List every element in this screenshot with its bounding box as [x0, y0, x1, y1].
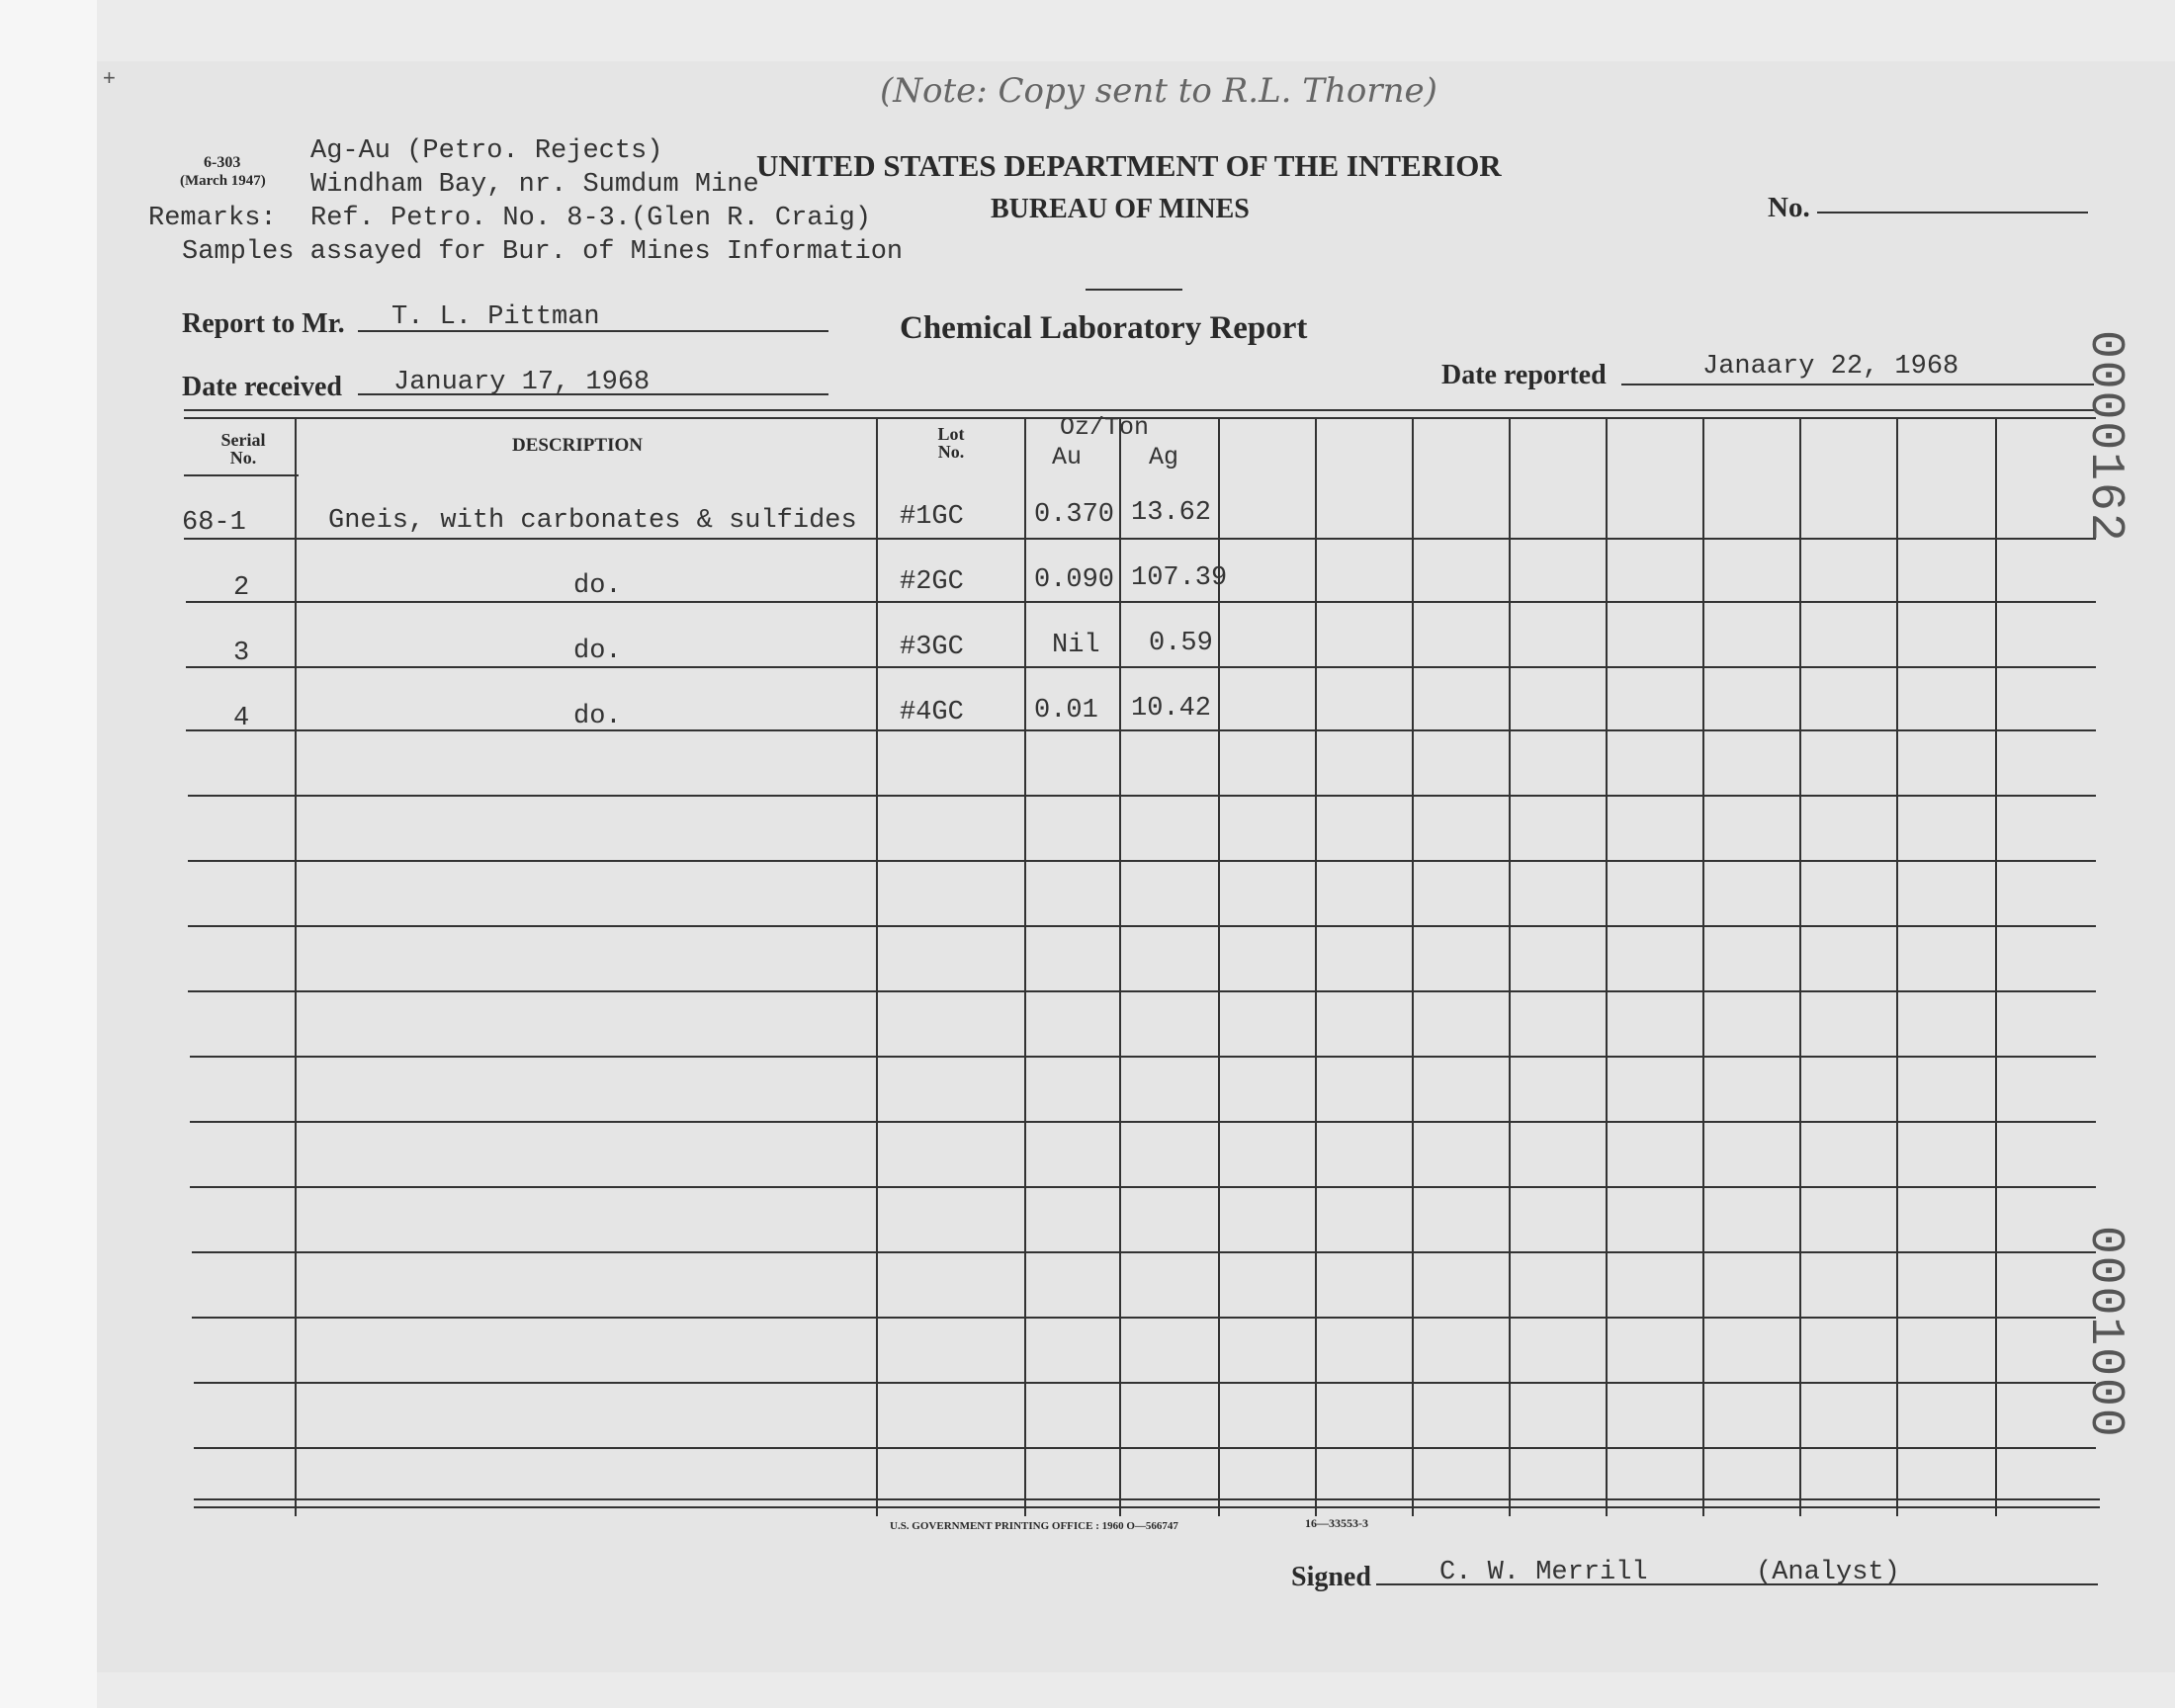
header-description: DESCRIPTION: [512, 435, 643, 456]
signed-label: Signed: [1291, 1562, 1371, 1592]
row-rule-6: [188, 860, 2096, 862]
row-rule-12: [192, 1251, 2096, 1253]
date-reported-value: Janaary 22, 1968: [1702, 352, 1959, 382]
row-rule-3: [186, 666, 2096, 668]
department-heading: UNITED STATES DEPARTMENT OF THE INTERIOR: [756, 148, 1502, 183]
remarks-purpose: Samples assayed for Bur. of Mines Information: [182, 237, 904, 267]
registration-mark: +: [103, 65, 116, 90]
row-rule-10: [190, 1121, 2096, 1123]
row3-serial: 3: [233, 639, 250, 668]
row-rule-15: [194, 1447, 2096, 1449]
col-divider-9: [1606, 419, 1608, 1516]
stamp-bottom-right: 0001000: [2078, 1226, 2132, 1439]
header-row-rule: [184, 474, 299, 476]
form-code: 16—33553-3: [1305, 1516, 1368, 1530]
row2-lot: #2GC: [900, 567, 964, 597]
col-divider-12: [1896, 419, 1898, 1516]
header-serial-line1: Serial: [220, 430, 266, 450]
date-reported-label: Date reported: [1441, 360, 1607, 390]
row-rule-8: [188, 990, 2096, 992]
row3-au: Nil: [1052, 631, 1100, 660]
row4-description: do.: [573, 702, 622, 731]
subject-line: Ag-Au (Petro. Rejects): [310, 136, 663, 166]
row4-au: 0.01: [1034, 696, 1098, 726]
row4-ag: 10.42: [1131, 694, 1212, 724]
col-divider-11: [1799, 419, 1801, 1516]
row-rule-9: [190, 1056, 2096, 1058]
table-top-rule-1: [184, 409, 2096, 411]
row3-ag: 0.59: [1149, 629, 1213, 658]
header-au: Au: [1052, 443, 1083, 471]
col-divider-description: [876, 419, 878, 1516]
row-rule-13: [192, 1317, 2096, 1319]
header-lot-line2: No.: [937, 442, 965, 462]
signer-name: C. W. Merrill: [1439, 1558, 1648, 1587]
row3-lot: #3GC: [900, 633, 964, 662]
date-received-value: January 17, 1968: [393, 368, 651, 397]
no-label: No.: [1768, 192, 1810, 223]
row-rule-1: [184, 538, 2096, 540]
row-rule-11: [190, 1186, 2096, 1188]
row1-ag: 13.62: [1131, 498, 1212, 528]
header-lot: [912, 425, 991, 461]
col-divider-lot: [1024, 419, 1026, 1516]
report-title: Chemical Laboratory Report: [900, 310, 1308, 346]
row-rule-5: [188, 795, 2096, 797]
scan-left-margin: [0, 0, 97, 1708]
form-edition: (March 1947): [180, 173, 266, 189]
col-divider-10: [1702, 419, 1704, 1516]
header-serial: [204, 431, 283, 467]
table-bottom-rule-1: [194, 1498, 2100, 1500]
remarks-label: Remarks:: [148, 204, 277, 233]
row3-description: do.: [573, 637, 622, 666]
stamp-top-right: 0000162: [2078, 330, 2132, 544]
row-rule-2: [186, 601, 2096, 603]
row-rule-7: [188, 925, 2096, 927]
no-field: [1817, 212, 2088, 214]
location-line: Windham Bay, nr. Sumdum Mine: [310, 170, 759, 200]
col-divider-serial: [295, 419, 297, 1516]
row-rule-14: [194, 1382, 2096, 1384]
row2-ag: 107.39: [1131, 563, 1228, 593]
signer-role: (Analyst): [1756, 1558, 1900, 1587]
report-to-value: T. L. Pittman: [392, 302, 600, 332]
row1-au: 0.370: [1034, 500, 1115, 530]
col-divider-6: [1315, 419, 1317, 1516]
row2-au: 0.090: [1034, 565, 1115, 595]
header-ag: Ag: [1149, 443, 1179, 471]
report-to-label: Report to Mr.: [182, 308, 345, 339]
header-unit: Oz/Ton: [1060, 413, 1150, 442]
bureau-heading: BUREAU OF MINES: [991, 194, 1250, 224]
row2-description: do.: [573, 571, 622, 601]
row1-lot: #1GC: [900, 502, 964, 532]
date-received-label: Date received: [182, 372, 342, 402]
title-rule: [1086, 289, 1182, 291]
printing-office-line: U.S. GOVERNMENT PRINTING OFFICE : 1960 O—566747: [890, 1520, 1178, 1532]
remarks-reference: Ref. Petro. No. 8-3.(Glen R. Craig): [310, 204, 872, 233]
row1-description: Gneis, with carbonates & sulfides: [328, 506, 857, 536]
row1-serial: 68-1: [182, 508, 246, 538]
row2-serial: 2: [233, 573, 250, 603]
row4-lot: #4GC: [900, 698, 964, 727]
date-reported-line: [1621, 384, 2094, 385]
col-divider-8: [1509, 419, 1511, 1516]
row-rule-4: [186, 729, 2096, 731]
col-divider-13: [1995, 419, 1997, 1516]
col-divider-7: [1412, 419, 1414, 1516]
header-lot-line1: Lot: [937, 424, 965, 444]
row4-serial: 4: [233, 704, 250, 733]
table-bottom-rule-2: [194, 1506, 2100, 1508]
form-number: 6-303: [204, 154, 241, 171]
col-divider-au: [1119, 419, 1121, 1516]
header-serial-line2: No.: [229, 448, 257, 468]
handwritten-note: (Note: Copy sent to R.L. Thorne): [880, 71, 1437, 111]
